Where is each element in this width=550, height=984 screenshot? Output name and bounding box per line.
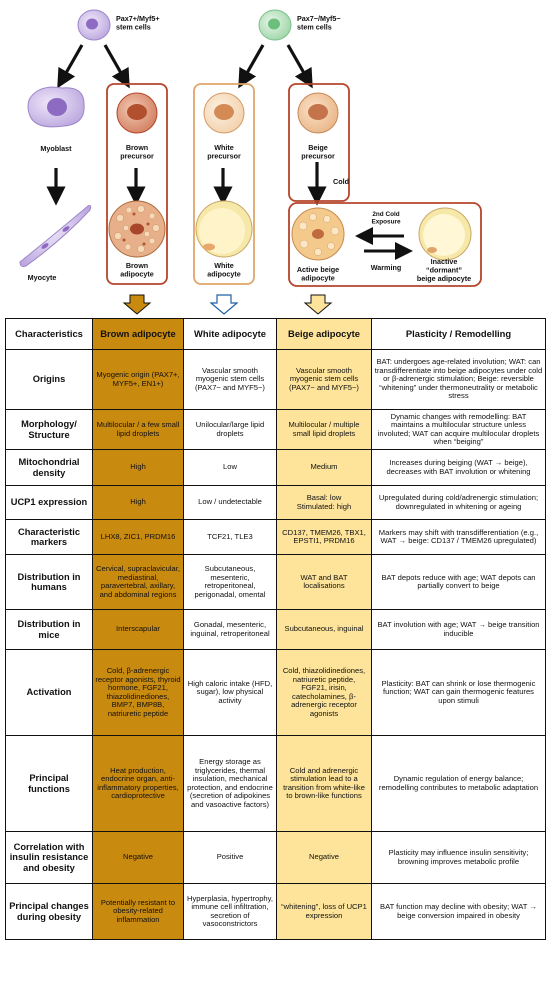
stem-cell-left	[78, 10, 110, 40]
stem-right-label: Pax7−/Myf5− stem cells	[297, 14, 341, 32]
header-beige: Beige adipocyte	[277, 319, 372, 350]
cell-beige: Subcutaneous, inguinal	[277, 610, 372, 650]
second-cold-label: 2nd Cold Exposure	[371, 211, 401, 226]
cell-white: Unilocular/large lipid droplets	[184, 410, 277, 450]
row-label: UCP1 expression	[6, 486, 93, 520]
myocyte-cell	[20, 206, 91, 267]
brown-adipocyte-cell	[109, 201, 165, 257]
row-label: Origins	[6, 350, 93, 410]
myoblast-cell	[28, 87, 84, 127]
row-label: Morphology/ Structure	[6, 410, 93, 450]
row-label: Correlation with insulin resistance and obesity	[6, 832, 93, 884]
lineage-arrows	[56, 45, 317, 196]
myocyte-label: Myocyte	[27, 273, 57, 282]
cell-beige: WAT and BAT localisations	[277, 555, 372, 610]
cell-brown: High	[93, 450, 184, 486]
column-arrows	[124, 295, 331, 314]
cell-brown: Potentially resistant to obesity-related inflammation	[93, 884, 184, 940]
cell-brown: LHX8, ZIC1, PRDM16	[93, 520, 184, 555]
cell-brown: Heat production, endocrine organ, anti-inflammatory properties, cardioprotective	[93, 736, 184, 832]
white-precursor-cell	[204, 93, 244, 133]
table-row	[6, 350, 546, 410]
row-label: Characteristic markers	[6, 520, 93, 555]
cell-beige: “whitening”, loss of UCP1 expression	[277, 884, 372, 940]
cell-brown: Cervical, supraclavicular, mediastinal, paravertebral, axillary, and abdominal regions	[93, 555, 184, 610]
white-precursor-label: White precursor	[207, 143, 241, 161]
inactive-beige-label: Inactive “dormant” beige adipocyte	[416, 257, 472, 283]
row-label: Principal functions	[6, 736, 93, 832]
cell-brown: High	[93, 486, 184, 520]
table-row	[6, 650, 546, 736]
stem-left-label: Pax7+/Myf5+ stem cells	[116, 14, 160, 32]
white-adipocyte-cell	[196, 201, 252, 257]
cell-plasticity: BAT: undergoes age-related involution; WAT: can transdifferentiate into beige adipocytes under cold or β-adrenergic stimulation; Beige: reversible “whitening” under thermoneutrality or metabolic stress	[372, 350, 546, 410]
cell-beige: Vascular smooth myogenic stem cells (PAX7− and MYF5−)	[277, 350, 372, 410]
cell-plasticity: BAT function may decline with obesity; WAT → beige conversion impaired in obesity	[372, 884, 546, 940]
cell-plasticity: Plasticity may influence insulin sensitivity; browning improves metabolic profile	[372, 832, 546, 884]
table-row	[6, 736, 546, 832]
cell-lineage-diagram	[0, 0, 550, 318]
beige-precursor-label: Beige precursor	[301, 143, 335, 161]
white-adipocyte-label: White adipocyte	[207, 261, 241, 279]
cell-white: Gonadal, mesenteric, inguinal, retroperitoneal	[184, 610, 277, 650]
cell-plasticity: Dynamic changes with remodelling: BAT maintains a multilocular structure unless involuted; WAT can acquire multilocular droplets when “beiging”	[372, 410, 546, 450]
cell-white: Hyperplasia, hypertrophy, immune cell infiltration, secretion of vasoconstrictors	[184, 884, 277, 940]
inactive-beige-cell	[419, 208, 471, 260]
cell-beige: Medium	[277, 450, 372, 486]
cell-white: TCF21, TLE3	[184, 520, 277, 555]
row-label: Distribution in humans	[6, 555, 93, 610]
beige-switch-arrows	[364, 236, 404, 251]
cell-plasticity: Upregulated during cold/adrenergic stimulation; downregulated in whitening or ageing	[372, 486, 546, 520]
active-beige-cell	[292, 208, 344, 260]
cell-brown: Negative	[93, 832, 184, 884]
stem-cell-right	[259, 10, 291, 40]
table-body	[6, 350, 546, 940]
table-row	[6, 450, 546, 486]
warming-label: Warming	[370, 263, 402, 272]
cell-plasticity: Dynamic regulation of energy balance; remodelling contributes to metabolic adaptation	[372, 736, 546, 832]
row-label: Distribution in mice	[6, 610, 93, 650]
cell-white: Vascular smooth myogenic stem cells (PAX7− and MYF5−)	[184, 350, 277, 410]
table-row	[6, 520, 546, 555]
table-row	[6, 410, 546, 450]
row-label: Mitochondrial density	[6, 450, 93, 486]
beige-precursor-cell	[298, 93, 338, 133]
header-plasticity: Plasticity / Remodelling	[372, 319, 546, 350]
cell-white: High caloric intake (HFD, sugar), low physical activity	[184, 650, 277, 736]
cold-label: Cold	[333, 177, 349, 186]
cell-beige: Cold and adrenergic stimulation lead to a transition from white-like to brown-like functions	[277, 736, 372, 832]
table-header-row	[6, 319, 546, 350]
row-label: Activation	[6, 650, 93, 736]
cell-white: Energy storage as triglycerides, thermal insulation, mechanical protection, and endocrine (secretion of adipokines and vasoactive factors)	[184, 736, 277, 832]
comparison-table-wrapper	[5, 318, 545, 940]
table-row	[6, 884, 546, 940]
cell-white: Low / undetectable	[184, 486, 277, 520]
cell-plasticity: Markers may shift with transdifferentiation (e.g., WAT → beige: CD137 / TMEM26 upregulated)	[372, 520, 546, 555]
brown-adipocyte-label: Brown adipocyte	[120, 261, 154, 279]
header-white: White adipocyte	[184, 319, 277, 350]
table-row	[6, 832, 546, 884]
table-row	[6, 555, 546, 610]
adipocyte-comparison-table	[5, 318, 546, 940]
cell-white: Subcutaneous, mesenteric, retroperitoneal, perigonadal, omental	[184, 555, 277, 610]
row-label: Principal changes during obesity	[6, 884, 93, 940]
brown-precursor-label: Brown precursor	[120, 143, 154, 161]
active-beige-label: Active beige adipocyte	[296, 265, 340, 283]
cell-beige: Basal: low Stimulated: high	[277, 486, 372, 520]
cell-plasticity: BAT involution with age; WAT → beige transition inducible	[372, 610, 546, 650]
cell-plasticity: Plasticity: BAT can shrink or lose thermogenic function; WAT can gain thermogenic features upon stimuli	[372, 650, 546, 736]
myoblast-label: Myoblast	[40, 144, 72, 153]
header-characteristics: Characteristics	[6, 319, 93, 350]
cell-beige: Negative	[277, 832, 372, 884]
cell-beige: Multilocular / multiple small lipid droplets	[277, 410, 372, 450]
table-row	[6, 486, 546, 520]
header-brown: Brown adipocyte	[93, 319, 184, 350]
brown-precursor-cell	[117, 93, 157, 133]
cell-plasticity: BAT depots reduce with age; WAT depots can partially convert to beige	[372, 555, 546, 610]
cell-brown: Myogenic origin (PAX7+, MYF5+, EN1+)	[93, 350, 184, 410]
cell-beige: CD137, TMEM26, TBX1, EPSTI1, PRDM16	[277, 520, 372, 555]
cell-white: Low	[184, 450, 277, 486]
table-row	[6, 610, 546, 650]
cell-brown: Interscapular	[93, 610, 184, 650]
cell-brown: Multilocular / a few small lipid droplets	[93, 410, 184, 450]
cell-plasticity: Increases during beiging (WAT → beige), decreases with BAT involution or whitening	[372, 450, 546, 486]
cell-brown: Cold, β-adrenergic receptor agonists, thyroid hormone, FGF21, thiazolidinediones, BMP7, BMP8B, natriuretic peptide	[93, 650, 184, 736]
cell-white: Positive	[184, 832, 277, 884]
cell-beige: Cold, thiazolidinediones, natriuretic peptide, FGF21, irisin, catecholamines, β-adrenergic receptor agonists	[277, 650, 372, 736]
